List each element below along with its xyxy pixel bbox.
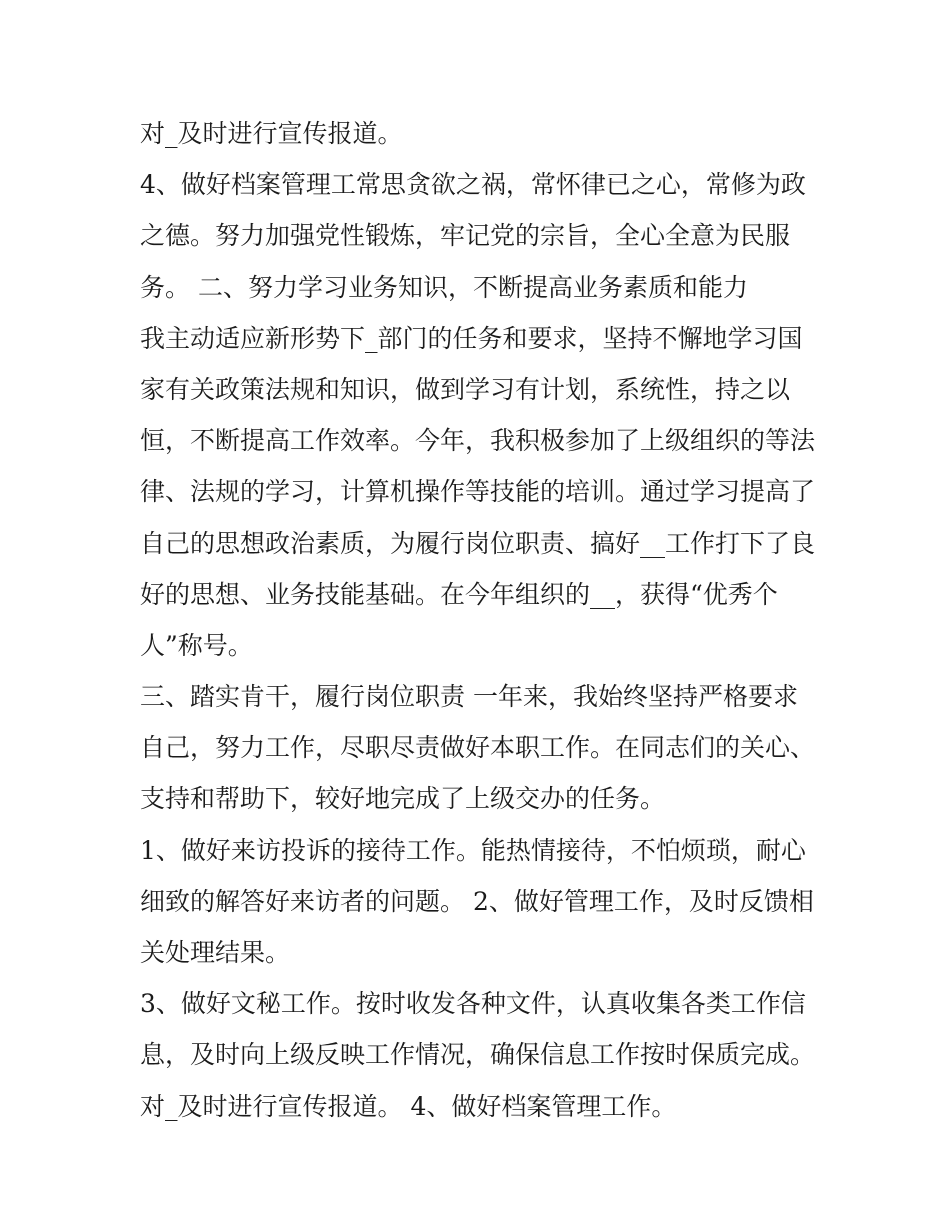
text-line: 4、做好档案管理工常思贪欲之祸，常怀律已之心，常修为政: [140, 170, 806, 200]
text-line: 三、踏实肯干，履行岗位职责 一年来，我始终坚持严格要求: [140, 682, 798, 712]
text-line: 我主动适应新形势下_部门的任务和要求，坚持不懈地学习国: [140, 323, 803, 353]
text-line: 好的思想、业务技能基础。在今年组织的__，获得“优秀个: [140, 579, 778, 609]
text-line: 3、做好文秘工作。按时收发各种文件，认真收集各类工作信: [140, 989, 806, 1019]
text-line: 1、做好来访投诉的接待工作。能热情接待，不怕烦琐，耐心: [140, 835, 806, 865]
document-body: [140, 108, 820, 1132]
text-line: 自己的思想政治素质，为履行岗位职责、搞好__工作打下了良: [140, 528, 816, 558]
text-line: 之德。努力加强党性锻炼，牢记党的宗旨，全心全意为民服: [140, 221, 791, 251]
text-line: 对_及时进行宣传报道。: [140, 119, 403, 148]
text-line: 家有关政策法规和知识，做到学习有计划，系统性，持之以: [140, 374, 791, 404]
text-line: 息，及时向上级反映工作情况，确保信息工作按时保质完成。: [140, 1040, 816, 1070]
text-line: 关处理结果。: [140, 938, 291, 967]
text-line: 细致的解答好来访者的问题。 2、做好管理工作，及时反馈相: [140, 886, 814, 916]
text-line: 自己，努力工作，尽职尽责做好本职工作。在同志们的关心、: [140, 733, 816, 763]
text-line: 律、法规的学习，计算机操作等技能的培训。通过学习提高了: [140, 477, 816, 507]
text-line: 支持和帮助下，较好地完成了上级交办的任务。: [140, 784, 666, 814]
text-line: 人”称号。: [140, 630, 253, 660]
text-line: 对_及时进行宣传报道。 4、做好档案管理工作。: [140, 1091, 677, 1121]
text-line: 恒，不断提高工作效率。今年，我积极参加了上级组织的等法: [140, 426, 816, 456]
text-line: 务。 二、努力学习业务知识，不断提高业务素质和能力: [140, 272, 748, 302]
